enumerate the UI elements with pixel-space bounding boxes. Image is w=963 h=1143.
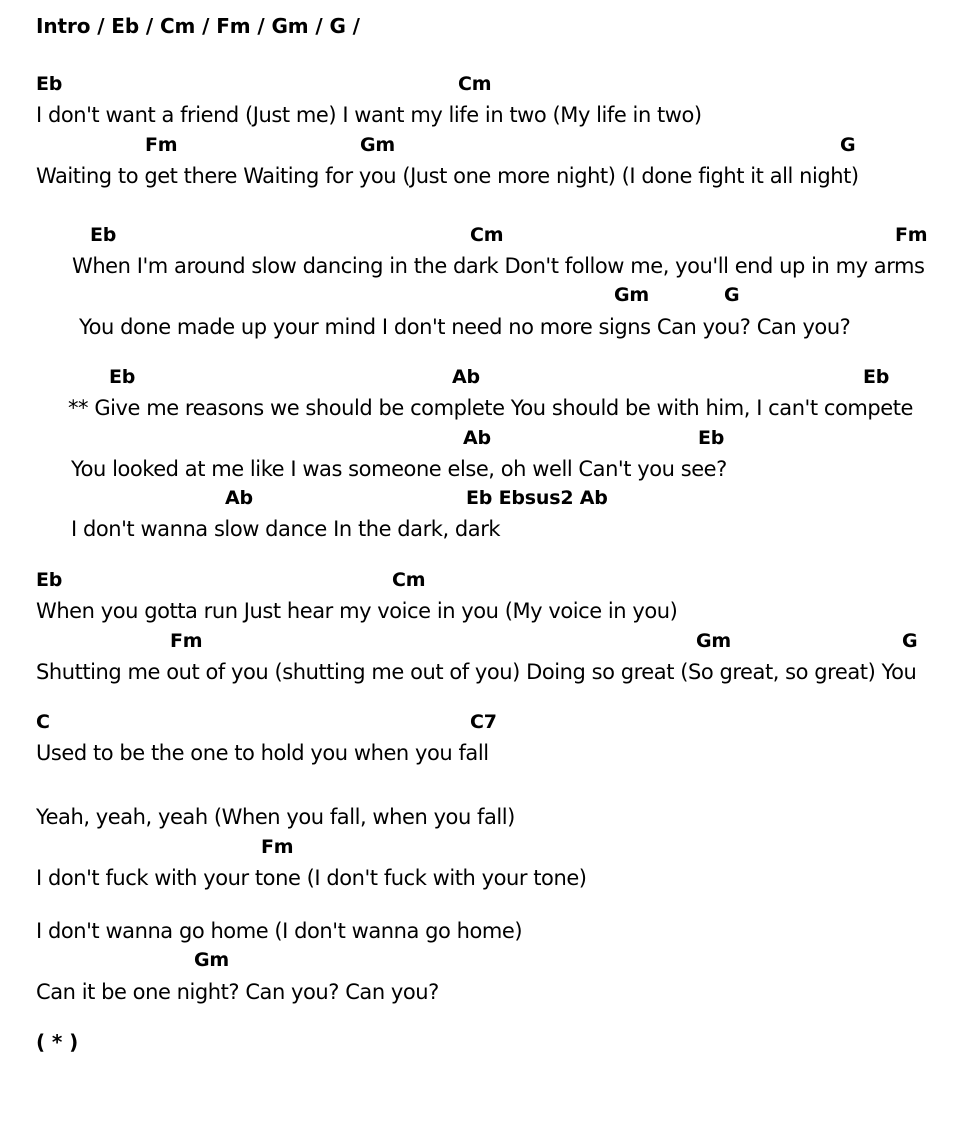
chord: Ab	[463, 427, 491, 449]
lyric-line	[0, 598, 963, 626]
lyric-line	[0, 102, 963, 130]
chord-row	[0, 629, 963, 657]
lyric-line	[0, 979, 963, 1007]
chord: C	[36, 711, 50, 733]
chord-row	[0, 486, 963, 514]
intro-line	[0, 13, 963, 41]
chord: Fm	[170, 630, 203, 652]
lyric-text: I don't fuck with your tone (I don't fuck with your tone)	[36, 866, 587, 890]
chord-row	[0, 283, 963, 311]
lyric-text: Shutting me out of you (shutting me out of you) Doing so great (So great, so great) You	[36, 660, 917, 684]
chord: Fm	[895, 224, 928, 246]
lyric-line	[0, 395, 963, 423]
chord: Ab	[225, 487, 253, 509]
chord: Cm	[392, 569, 426, 591]
chord-row	[0, 710, 963, 738]
lyric-line	[0, 163, 963, 191]
chord: Eb	[109, 366, 136, 388]
repeat-marker	[0, 1029, 963, 1057]
lyric-line	[0, 740, 963, 768]
chord-row	[0, 223, 963, 251]
chord: Gm	[194, 949, 229, 971]
chord: Fm	[261, 836, 294, 858]
chord: Eb Ebsus2 Ab	[466, 487, 608, 509]
chord: Gm	[360, 134, 395, 156]
lyric-text: Used to be the one to hold you when you fall	[36, 741, 489, 765]
chord: Eb	[36, 569, 63, 591]
chord: C7	[470, 711, 497, 733]
repeat-marker-text: ( * )	[36, 1030, 79, 1054]
chord: G	[902, 630, 918, 652]
chord-row	[0, 835, 963, 863]
chord: G	[840, 134, 856, 156]
chord: Gm	[696, 630, 731, 652]
chord-row	[0, 568, 963, 596]
chord: Fm	[145, 134, 178, 156]
lyric-line	[0, 804, 963, 832]
lyric-line	[0, 253, 963, 281]
lyric-text: I don't want a friend (Just me) I want my life in two (My life in two)	[36, 103, 702, 127]
chord-row	[0, 133, 963, 161]
lyric-line	[0, 659, 963, 687]
lyric-line	[0, 516, 963, 544]
chord: Eb	[90, 224, 117, 246]
lyric-text: Waiting to get there Waiting for you (Just one more night) (I done fight it all night)	[36, 164, 859, 188]
lyric-line	[0, 314, 963, 342]
chord-row	[0, 948, 963, 976]
chord: Eb	[36, 73, 63, 95]
lyric-line	[0, 865, 963, 893]
chord: Eb	[863, 366, 890, 388]
lyric-text: Can it be one night? Can you? Can you?	[36, 980, 439, 1004]
lyric-line	[0, 918, 963, 946]
lyric-text: I don't wanna slow dance In the dark, dark	[71, 517, 501, 541]
lyric-text: When you gotta run Just hear my voice in you (My voice in you)	[36, 599, 678, 623]
chord: Cm	[470, 224, 504, 246]
intro-chords: Intro / Eb / Cm / Fm / Gm / G /	[36, 14, 360, 38]
chord-row	[0, 72, 963, 100]
lyric-text: You done made up your mind I don't need no more signs Can you? Can you?	[79, 315, 851, 339]
chord: Ab	[452, 366, 480, 388]
lyric-text: Yeah, yeah, yeah (When you fall, when you fall)	[36, 805, 515, 829]
lyric-text: You looked at me like I was someone else, oh well Can't you see?	[71, 457, 727, 481]
chord: Eb	[698, 427, 725, 449]
chord-row	[0, 426, 963, 454]
lyric-text: I don't wanna go home (I don't wanna go home)	[36, 919, 523, 943]
chord: G	[724, 284, 740, 306]
chord: Gm	[614, 284, 649, 306]
lyric-text: ** Give me reasons we should be complete You should be with him, I can't compete	[68, 396, 913, 420]
chord: Cm	[458, 73, 492, 95]
chord-row	[0, 365, 963, 393]
lyric-text: When I'm around slow dancing in the dark Don't follow me, you'll end up in my arms	[72, 254, 925, 278]
lyric-line	[0, 456, 963, 484]
